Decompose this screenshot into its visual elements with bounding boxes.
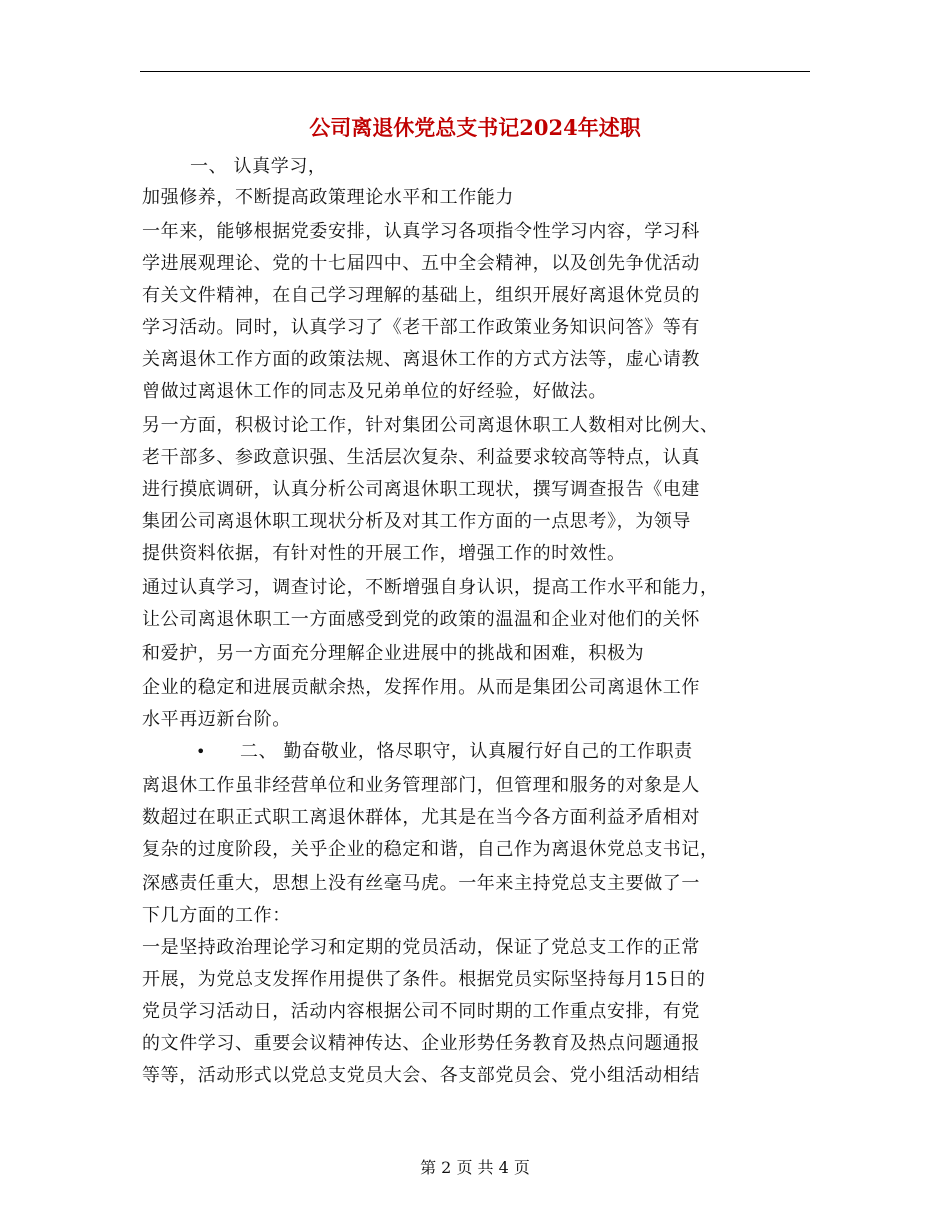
section-2-heading: 二、 勤奋敬业，恪尽职守，认真履行好自己的工作职责	[240, 741, 693, 762]
paragraph-line: 企业的稳定和进展贡献余热，发挥作用。从而是集团公司离退休工作	[142, 677, 700, 698]
paragraph-line: 老干部多、参政意识强、生活层次复杂、利益要求较高等特点，认真	[142, 447, 700, 468]
paragraph-line: 水平再迈新台阶。	[142, 709, 291, 730]
paragraph-line: 下几方面的工作：	[142, 905, 291, 926]
paragraph-line: 学进展观理论、党的十七届四中、五中全会精神，以及创先争优活动	[142, 253, 700, 274]
paragraph-line: 提供资料依据，有针对性的开展工作，增强工作的时效性。	[142, 543, 626, 564]
paragraph-line: 等等，活动形式以党总支党员大会、各支部党员会、党小组活动相结	[142, 1065, 700, 1086]
paragraph-line: 让公司离退休职工一方面感受到党的政策的温温和企业对他们的关怀	[142, 609, 700, 630]
header-rule	[140, 71, 810, 72]
document-title: 公司离退休党总支书记2024年述职	[309, 115, 641, 140]
paragraph-line: 离退休工作虽非经营单位和业务管理部门，但管理和服务的对象是人	[142, 775, 700, 796]
paragraph-line: 集团公司离退休职工现状分析及对其工作方面的一点思考》，为领导	[142, 511, 691, 532]
paragraph-line: 一年来，能够根据党委安排，认真学习各项指令性学习内容，学习科	[142, 221, 700, 242]
paragraph-line: 一是坚持政治理论学习和定期的党员活动，保证了党总支工作的正常	[142, 937, 700, 958]
paragraph-line: 通过认真学习，调查讨论，不断增强自身认识，提高工作水平和能力，	[142, 577, 719, 598]
paragraph-line: 复杂的过度阶段，关乎企业的稳定和谐，自己作为离退休党总支书记，	[142, 839, 719, 860]
paragraph-line: 有关文件精神，在自己学习理解的基础上，组织开展好离退休党员的	[142, 285, 700, 306]
page-number: 第 2 页 共 4 页	[420, 1158, 530, 1177]
paragraph-line: 曾做过离退休工作的同志及兄弟单位的好经验，好做法。	[142, 381, 607, 402]
bullet-icon: •	[196, 742, 206, 761]
paragraph-line: 和爱护，另一方面充分理解企业进展中的挑战和困难，积极为	[142, 643, 645, 664]
paragraph-line: 进行摸底调研，认真分析公司离退休职工现状，撰写调查报告《电建	[142, 479, 700, 500]
section-1-heading: 一、 认真学习，	[190, 156, 327, 177]
paragraph-line: 数超过在职正式职工离退休群体，尤其是在当今各方面利益矛盾相对	[142, 807, 700, 828]
paragraph-line: 加强修养，不断提高政策理论水平和工作能力	[142, 187, 514, 208]
paragraph-line: 开展，为党总支发挥作用提供了条件。根据党员实际坚持每月15日的	[142, 969, 706, 990]
paragraph-line: 学习活动。同时，认真学习了《老干部工作政策业务知识问答》等有	[142, 317, 700, 338]
paragraph-line: 关离退休工作方面的政策法规、离退休工作的方式方法等，虚心请教	[142, 349, 700, 370]
paragraph-line: 党员学习活动日，活动内容根据公司不同时期的工作重点安排，有党	[142, 1001, 700, 1022]
paragraph-line: 的文件学习、重要会议精神传达、企业形势任务教育及热点问题通报	[142, 1033, 700, 1054]
paragraph-line: 另一方面，积极讨论工作，针对集团公司离退休职工人数相对比例大、	[142, 415, 719, 436]
paragraph-line: 深感责任重大，思想上没有丝毫马虎。一年来主持党总支主要做了一	[142, 873, 700, 894]
